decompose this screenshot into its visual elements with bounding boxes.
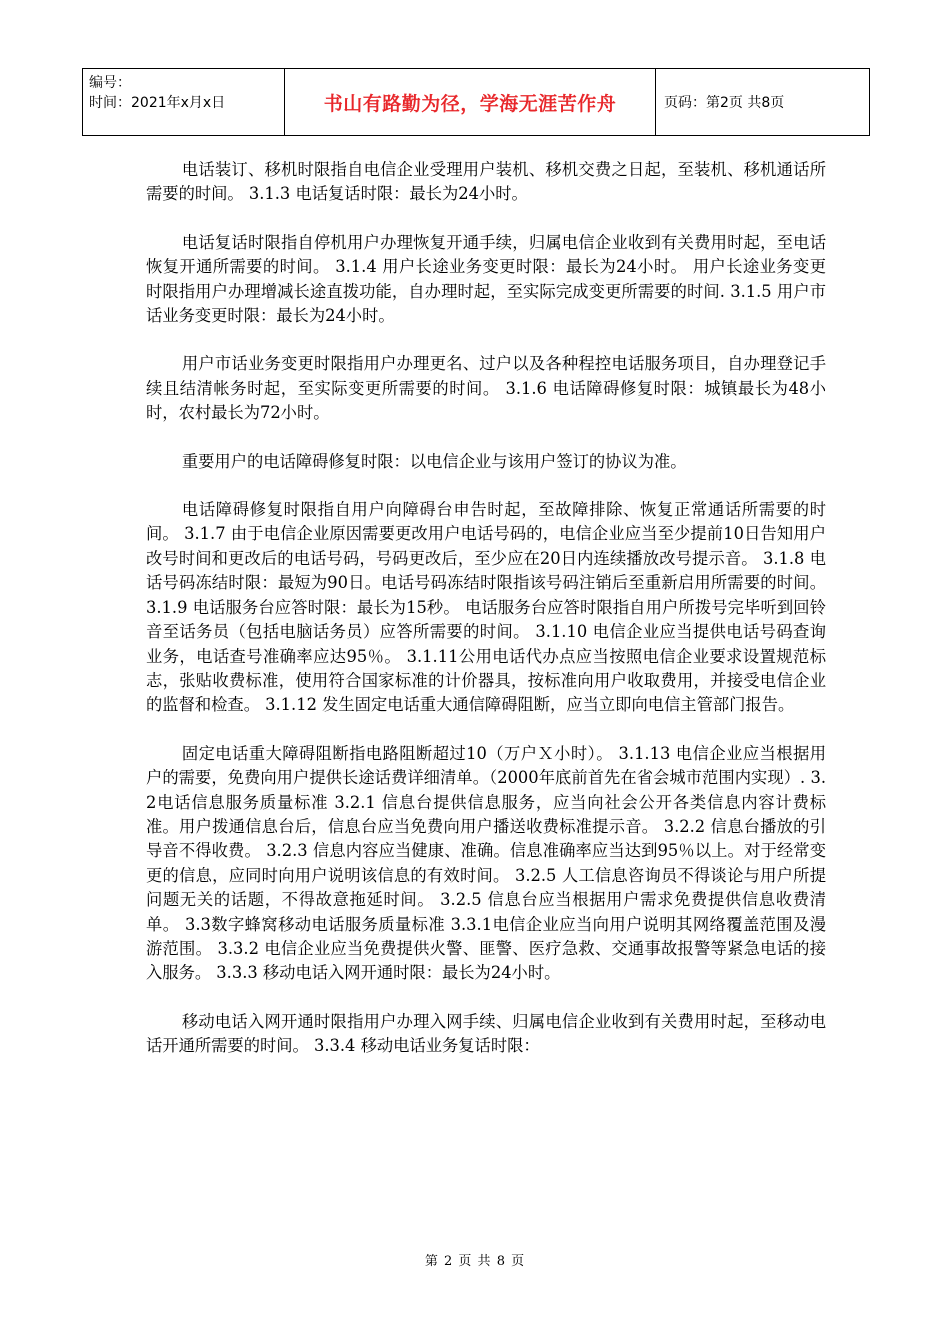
header-motto: 书山有路勤为径，学海无涯苦作舟 xyxy=(285,69,656,135)
body-paragraph: 固定电话重大障碍阻断指电路阻断超过10（万户Ｘ小时）。 3.1.13 电信企业应当根据用户的需要，免费向用户提供长途话费详细清单。（2000年底前首先在省会城市范围内实现）. 3.2电话信息服务质量标准 3.2.1 信息台提供信息服务，应当向社会公开各类信息内容计费标准。用户拨通信息台后，信息台应当免费向用户播送收费标准提示音。 3.2.2 信息台播放的引导音不得收费。 3.2.3 信息内容应当健康、准确。信息准确率应当达到95％以上。对于经常变更的信息，应同时向用户说明该信息的有效时间。 3.2.5 人工信息咨询员不得谈论与用户所提问题无关的话题，不得故意拖延时间。 3.2.5 信息台应当根据用户需求免费提供信息收费清单。 3.3数字蜂窝移动电话服务质量标准 3.3.1电信企业应当向用户说明其网络覆盖范围及漫游范围。 3.3.2 电信企业应当免费提供火警、匪警、医疗急救、交通事故报警等紧急电话的接入服务。 3.3.3 移动电话入网开通时限：最长为24小时。 xyxy=(146,743,826,983)
body-paragraph: 用户市话业务变更时限指用户办理更名、过户以及各种程控电话服务项目，自办理登记手续且结清帐务时起，至实际变更所需要的时间。 3.1.6 电话障碍修复时限：城镇最长为48小时，农村最长为72小时。 xyxy=(146,354,826,423)
body-paragraph: 电话复话时限指自停机用户办理恢复开通手续，归属电信企业收到有关费用时起，至电话恢复开通所需要的时间。 3.1.4 用户长途业务变更时限：最长为24小时。 用户长途业务变更时限指用户办理增减长途直拨功能，自办理时起，至实际完成变更所需要的时间. 3.1.5 用户市话业务变更时限：最长为24小时。 xyxy=(146,232,826,326)
document-body xyxy=(146,158,826,1059)
document-number-label: 编号： xyxy=(89,75,131,91)
document-time-label: 时间：2021年x月x日 xyxy=(89,95,226,111)
page-header xyxy=(82,68,870,136)
body-paragraph: 电话装订、移机时限指自电信企业受理用户装机、移机交费之日起，至装机、移机通话所需要的时间。 3.1.3 电话复话时限：最长为24小时。 xyxy=(146,160,826,204)
header-page-info: 页码：第2页 共8页 xyxy=(664,95,785,111)
body-paragraph: 重要用户的电话障碍修复时限：以电信企业与该用户签订的协议为准。 xyxy=(181,451,687,471)
body-paragraph: 移动电话入网开通时限指用户办理入网手续、归属电信企业收到有关费用时起，至移动电话开通所需要的时间。 3.3.4 移动电话业务复话时限： xyxy=(146,1011,826,1056)
page-footer: 第 2 页 共 8 页 xyxy=(424,1254,526,1269)
header-meta xyxy=(83,69,285,135)
body-paragraph: 电话障碍修复时限指自用户向障碍台申告时起，至故障排除、恢复正常通话所需要的时间。 3.1.7 由于电信企业原因需要更改用户电话号码的，电信企业应当至少提前10日告知用户改号时间和更改后的电话号码，号码更改后，至少应在20日内连续播放改号提示音。 3.1.8 电话号码冻结时限：最短为90日。电话号码冻结时限指该号码注销后至重新启用所需要的时间。 3.1.9 电话服务台应答时限：最长为15秒。 电话服务台应答时限指自用户所拨号完毕听到回铃音至话务员（包括电脑话务员）应答所需要的时间。 3.1.10 电信企业应当提供电话号码查询业务，电话查号准确率应达95％。 3.1.11公用电话代办点应当按照电信企业要求设置规范标志，张贴收费标准，使用符合国家标准的计价器具，按标准向用户收取费用，并接受电信企业的监督和检查。 3.1.12 发生固定电话重大通信障碍阻断，应当立即向电信主管部门报告。 xyxy=(146,500,826,715)
